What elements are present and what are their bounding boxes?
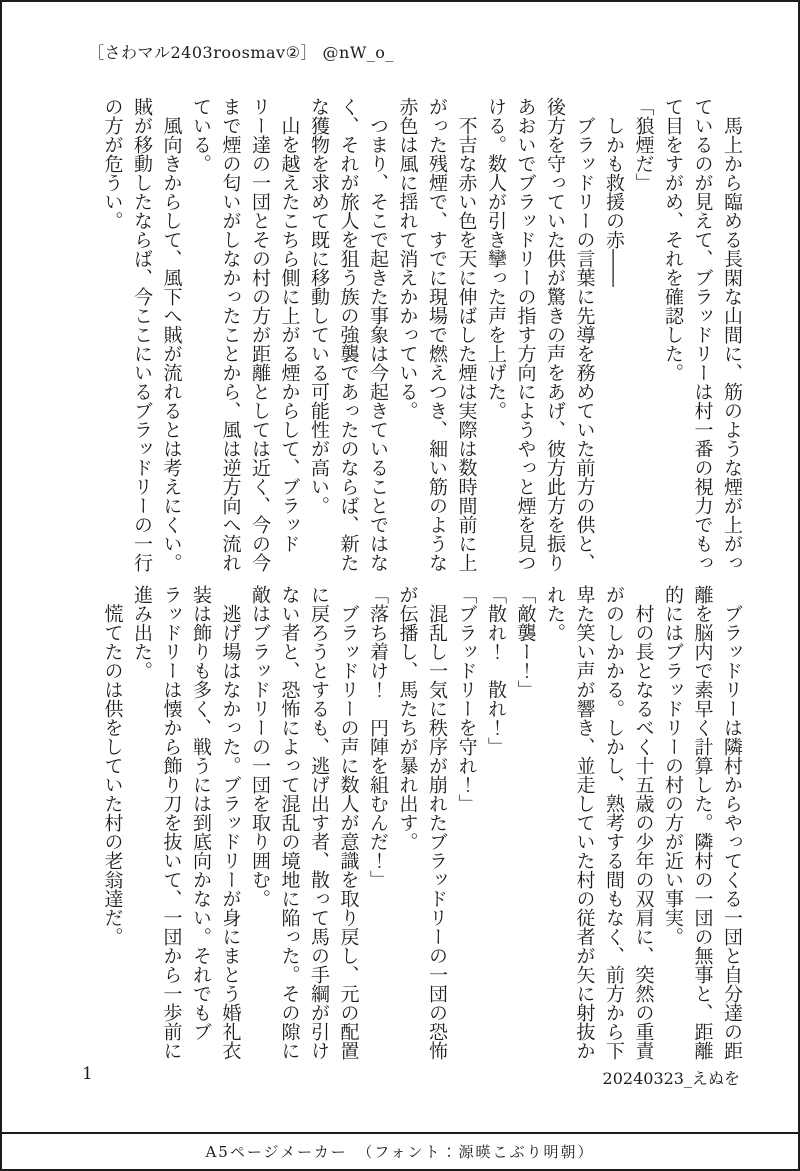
text-line: ている。 [190,97,212,173]
text-line: の方が危うい。 [101,97,124,230]
text-line: く、それが旅人を狙う族の強襲であったのならば、新た [337,97,360,572]
text-line: ける。数人が引き攣った声を上げた。 [485,97,507,420]
text-line: に戻ろうとするも、逃げ出す者、散って馬の手綱が引け [308,585,330,1060]
text-line: リー達の一団とその村の方が距離としては近く、今の今 [249,97,271,572]
text-line: 装は飾りも多く、戦うには到底向かない。それでもブ [190,585,212,1041]
text-line: 「ブラッドリーを守れ！」 [455,585,478,813]
text-line: ブラッドリーの声に数人が意識を取り戻し、元の配置 [337,585,360,1060]
text-line: て目をすがめ、それを確認した。 [662,97,684,382]
text-line: 逃げ場はなかった。ブラッドリーが身にまとう婚礼衣 [219,585,242,1060]
text-line: 村の長となるべく十五歳の少年の双肩に、突然の重責 [632,585,655,1060]
text-line: ラッドリーは懐から飾り刀を抜いて、一団から一歩前に [160,585,183,1060]
author-signature: 20240323_えぬを [602,1069,740,1088]
text-line: 混乱し一気に秩序が崩れたブラッドリーの一団の恐怖 [426,585,448,1060]
text-line: あおいでブラッドリーの指す方向にようやっと煙を見つ [514,97,537,572]
text-line: 不吉な赤い色を天に伸ばした煙は実際は数時間前に上 [455,97,478,572]
text-line: 馬上から臨める長閑な山間に、筋のような煙が上がっ [721,97,743,572]
text-line: ブラッドリーは隣村からやってくる一団と自分達の距 [721,585,743,1060]
text-line: ブラッドリーの言葉に先導を務めていた前方の供と、 [573,97,596,572]
manuscript-page [2,2,798,1134]
text-line: 的にはブラッドリーの村の方が近い事実。 [662,585,684,946]
text-line: まで煙の匂いがしなかったことから、風は逆方向へ流れ [219,97,242,572]
text-line: 離を脳内で素早く計算した。隣村の一団の無事と、距離 [691,585,714,1060]
text-line: がのしかかる。しかし、熟考する間もなく、前方から下 [603,585,625,1060]
text-line: 賊が移動したならば、今ここにいるブラッドリーの一行 [131,97,153,572]
text-line: 「狼煙だ」 [632,97,655,192]
text-block-upper [97,97,746,583]
text-line: 卑た笑い声が響き、並走していた村の従者が矢に射抜か [573,585,596,1060]
footer-area [2,1134,798,1169]
document-title: ［さわマル2403roosmav②］ @nW_o_ [88,43,394,62]
text-line: 「散れ！ 散れ！」 [485,585,507,756]
page-number: 1 [82,1064,93,1084]
text-line: れた。 [544,585,566,642]
text-block-lower [97,585,746,1071]
text-line: 「落ち着け！ 円陣を組むんだ！」 [367,585,389,889]
text-line: がった残煙で、すでに現場で燃えつき、細い筋のような [426,97,448,572]
text-line: 後方を守っていた供が驚きの声をあげ、彼方此方を振り [544,97,566,572]
text-line: ているのが見えて、ブラッドリーは村一番の視力でもっ [691,97,714,572]
text-line: つまり、そこで起きた事象は今起きていることではな [367,97,389,572]
text-line: 山を越えたこちら側に上がる煙からして、ブラッド [278,97,301,553]
text-line: 赤色は風に揺れて消えかかっている。 [396,97,419,420]
text-line: 「敵襲ー！」 [514,585,537,699]
text-line: ない者と、恐怖によって混乱の境地に陥った。その隙に [278,585,301,1060]
text-line: 慌てたのは供をしていた村の老翁達だ。 [101,585,124,946]
text-line: しかも救援の赤―― [603,97,625,287]
text-line: な獲物を求めて既に移動している可能性が高い。 [308,97,330,515]
generator-caption: A5ページメーカー （フォント：源暎こぶり明朝） [205,1143,595,1161]
text-line: 進み出た。 [131,585,153,680]
text-line: 風向きからして、風下へ賊が流れるとは考えにくい。 [160,97,183,572]
text-line: 敵はブラッドリーの一団を取り囲む。 [249,585,271,908]
text-line: が伝播し、馬たちが暴れ出す。 [396,585,419,851]
